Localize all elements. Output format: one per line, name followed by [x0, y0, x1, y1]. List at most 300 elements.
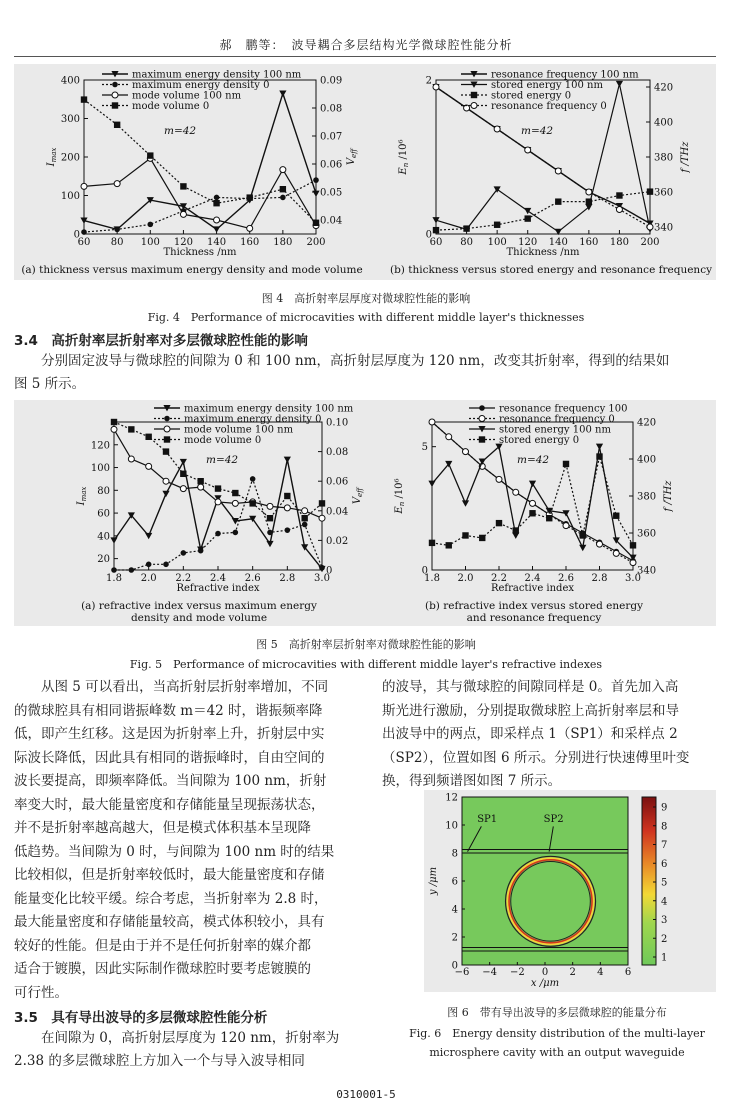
fig5a-series-4-point — [249, 500, 255, 506]
fig6-colorbar-tick-label: 3 — [661, 915, 668, 926]
fig5b-ylabel-left: $E_n$ /10⁶ — [394, 478, 406, 514]
fig5a-series-1-point — [110, 537, 117, 543]
fig5a-series-2-point — [129, 567, 135, 573]
fig4b-xtick-label: 180 — [609, 237, 629, 248]
fig5a-series-1-point — [284, 457, 291, 463]
fig4a-series-4-point — [313, 220, 319, 226]
fig5a-series-2-point — [250, 476, 256, 482]
fig4a-ytick-left-label: 200 — [60, 152, 80, 164]
figure-5-caption-cn: 图 5 高折射率层折射率对微球腔性能的影响 — [256, 638, 476, 651]
left-column-line-2: 的微球腔具有相同谐振峰数 m＝42 时，谐振频率降 — [14, 702, 323, 719]
fig5b-ytick-right-label: 380 — [637, 491, 657, 503]
section-3-5-heading: 3.5 具有导出波导的多层微球腔性能分析 — [14, 1010, 268, 1026]
fig6-xlabel: x /μm — [530, 978, 560, 989]
fig4a-xtick-label: 140 — [207, 237, 227, 248]
fig4a-series-2-point — [147, 222, 153, 228]
fig4b-ylabel-right: f /THz — [680, 141, 691, 173]
left-column-line-11: 最大能量密度和存储能量较高，模式体积较小，具有 — [14, 914, 325, 930]
fig5a-series-3-point — [284, 505, 290, 511]
fig4a-ytick-left-label: 300 — [60, 114, 80, 125]
fig5b-xtick-label: 2.0 — [457, 573, 474, 584]
fig4a-series-2-point — [214, 195, 220, 201]
fig5b-series-4-point — [462, 532, 468, 538]
fig5b-xtick-label: 2.8 — [591, 573, 608, 584]
fig4a-series-2-point — [81, 229, 87, 235]
fig5a-series-4-point — [163, 448, 169, 454]
fig4b-legend-marker-3 — [471, 92, 477, 98]
fig4a-series-4-point — [280, 186, 286, 192]
fig6-colorbar-tick-label: 1 — [661, 952, 668, 964]
fig4b-legend-marker-4 — [471, 103, 477, 109]
figure-6-energy-map — [424, 790, 716, 992]
fig4a-ytick-left-label: 100 — [60, 191, 80, 202]
fig5b-series-3-point — [579, 545, 586, 551]
fig6-colorbar-tick-label: 5 — [661, 877, 668, 889]
fig4a-ytick-right-label: 0.08 — [320, 103, 343, 115]
left-column-line-4: 际波长降低，因此具有相同的谐振峰时，自由空间的 — [14, 749, 325, 766]
figure-4-caption-cn: 图 4 高折射率层厚度对微球腔性能的影响 — [261, 292, 471, 305]
fig5a-series-4-point — [284, 493, 290, 499]
fig4a-series-4-point — [81, 96, 87, 102]
fig5a-series-4-point — [301, 515, 307, 521]
fig5a-ytick-left-label: 20 — [97, 554, 110, 566]
fig5b-series-4-point — [446, 542, 452, 548]
fig5a-legend-label-4: mode volume 0 — [184, 435, 262, 446]
fig5b-series-2-point — [429, 419, 435, 425]
fig5a-legend-marker-3 — [164, 426, 170, 432]
fig5a-series-3-point — [180, 486, 186, 492]
fig5b-legend-label-3: stored energy 100 nm — [499, 424, 611, 436]
fig4b-xtick-label: 200 — [640, 237, 660, 248]
left-column-line-13: 适合于镀膜，因此实际制作微球腔时要考虑镀膜的 — [14, 961, 311, 977]
fig4b-series-4-point — [525, 147, 531, 153]
left-column-line-3: 低，即产生红移。这是因为折射率上升，折射层中实 — [14, 726, 325, 742]
fig5a-xtick-label: 3.0 — [314, 573, 330, 584]
fig4a-series-2-point — [280, 195, 286, 201]
fig5b-xtick-label: 2.4 — [524, 573, 541, 584]
fig4b-xlabel: Thickness /nm — [506, 247, 580, 258]
fig6-xtick-label: 2 — [569, 967, 576, 978]
figure-5 — [14, 400, 716, 626]
figure-6 — [424, 790, 716, 992]
fig4b-ytick-left-label: 2 — [425, 75, 432, 87]
fig4b-ytick-left-label: 0 — [425, 229, 432, 241]
fig4b-xtick-label: 60 — [429, 237, 443, 248]
fig5b-xtick-label: 2.2 — [491, 573, 507, 584]
figure-5b-chart — [369, 400, 716, 626]
fig4b-ytick-right-label: 360 — [654, 187, 674, 199]
fig4a-ytick-left-label: 0 — [73, 229, 80, 241]
fig4a-xtick-label: 200 — [306, 237, 326, 248]
fig5a-series-3-point — [128, 456, 134, 462]
fig5a-series-4-point — [145, 434, 151, 440]
fig4a-xlabel: Thickness /nm — [163, 247, 237, 258]
fig5a-xtick-label: 1.8 — [106, 573, 122, 584]
left-column-line-7: 并不是折射率越高越大，但是模式体积基本呈现降 — [14, 820, 311, 836]
fig4a-series-4-point — [180, 183, 186, 189]
fig5b-legend-label-1: resonance frequency 100 — [499, 403, 628, 415]
fig4b-series-3-point — [616, 192, 622, 198]
fig5a-ytick-right-label: 0 — [326, 565, 333, 577]
fig4a-legend-label-1: maximum energy density 100 nm — [132, 69, 302, 81]
fig5a-series-3-point — [146, 463, 152, 469]
page-number: 0310001-5 — [336, 1088, 396, 1101]
fig5b-ytick-left-label: 0 — [421, 565, 428, 577]
fig5a-m-label: m=42 — [206, 454, 239, 466]
fig4b-series-4-point — [586, 189, 592, 195]
fig4a-series-3-point — [214, 217, 220, 223]
fig4b-xtick-label: 100 — [487, 237, 507, 248]
fig4a-series-1-point — [213, 226, 220, 232]
fig5a-series-2-point — [267, 530, 273, 536]
fig6-ytick-label: 6 — [451, 876, 458, 888]
fig5b-legend-label-2: resonance frequency 0 — [499, 414, 615, 425]
fig5b-series-2-point — [530, 500, 536, 506]
fig4a-ytick-right-label: 0.07 — [320, 131, 343, 143]
left-column-line-8: 低趋势。当间隙为 0 时，与间隙为 100 nm 时的结果 — [14, 843, 335, 860]
fig5a-series-3-point — [267, 503, 273, 509]
figure-4a-caption: (a) thickness versus maximum energy density and mode volume — [21, 264, 363, 276]
fig4b-series-3-point — [586, 198, 592, 204]
fig5a-ytick-left-label: 100 — [90, 463, 110, 475]
fig5b-series-4-point — [563, 461, 569, 467]
fig6-xtick-label: −2 — [509, 967, 525, 978]
fig5b-series-2-point — [496, 476, 502, 482]
fig4b-series-3-point — [555, 198, 561, 204]
fig6-ytick-label: 4 — [451, 904, 458, 916]
fig5a-series-2-point — [111, 567, 117, 573]
fig5b-legend-marker-1 — [479, 405, 485, 411]
fig5a-ytick-left-label: 80 — [97, 485, 110, 497]
fig6-colorbar-tick-label: 7 — [661, 840, 668, 851]
fig5a-series-4-point — [215, 485, 221, 491]
fig5b-series-4-point — [613, 513, 619, 519]
figure-4b-caption: (b) thickness versus stored energy and resonance frequency — [389, 264, 713, 276]
fig4b-xtick-label: 140 — [548, 237, 568, 248]
figure-6-caption-en-line-1: Fig. 6 Energy density distribution of the multi-layer — [409, 1027, 705, 1040]
fig4a-series-3-point — [81, 183, 87, 189]
fig5a-series-2-point — [198, 548, 204, 554]
fig4a-series-1-point — [279, 90, 286, 96]
fig5a-series-2-point — [163, 562, 169, 568]
fig5a-ytick-right-label: 0.08 — [326, 447, 349, 459]
fig5b-series-4-point — [496, 520, 502, 526]
figure-5a-caption-line-2: density and mode volume — [130, 612, 268, 624]
right-column-text — [382, 676, 718, 794]
fig4b-series-4-point — [433, 84, 439, 90]
figure-5b-caption-line-2: and resonance frequency — [466, 612, 602, 624]
fig4a-legend-label-4: mode volume 0 — [132, 101, 210, 112]
fig5a-series-1-line — [114, 460, 322, 569]
fig6-xtick-label: 4 — [597, 967, 604, 978]
fig5a-series-3-point — [111, 426, 117, 432]
fig5a-ytick-left-label: 40 — [97, 531, 110, 543]
fig5b-ylabel-right: f /THz — [663, 480, 674, 512]
section-3-4-line-2: 图 5 所示。 — [14, 376, 86, 392]
fig4a-series-3-point — [247, 225, 253, 231]
fig4a-series-4-point — [114, 122, 120, 128]
fig4b-series-4-point — [555, 168, 561, 174]
fig5b-series-3-point — [529, 481, 536, 487]
fig4b-legend-label-2: stored energy 100 nm — [491, 80, 603, 91]
left-column-line-5: 波长要提高，即频率降低。当间隙为 100 nm，折射 — [14, 773, 327, 789]
fig5b-xtick-label: 1.8 — [424, 573, 440, 584]
fig4b-series-2-point — [524, 208, 531, 214]
right-column-line-4: （SP2），位置如图 6 所示。分别进行快速傅里叶变 — [382, 749, 690, 766]
fig5a-ytick-right-label: 0.06 — [326, 476, 349, 488]
fig5b-series-3-point — [596, 444, 603, 450]
fig5b-series-4-point — [479, 535, 485, 541]
fig6-ytick-label: 12 — [445, 792, 458, 804]
fig5b-series-2-point — [597, 541, 603, 547]
fig4b-series-2-point — [616, 81, 623, 87]
section-3-4-heading: 3.4 高折射率层折射率对多层微球腔性能的影响 — [14, 333, 308, 349]
fig5a-ytick-left-label: 60 — [97, 508, 110, 520]
fig5a-ytick-right-label: 0.02 — [326, 535, 349, 547]
fig4b-series-3-point — [494, 222, 500, 228]
fig5a-series-4-point — [232, 490, 238, 496]
fig5a-series-3-point — [319, 515, 325, 521]
right-column-line-2: 斯光进行激励，分别提取微球腔上高折射率层和导 — [382, 702, 679, 719]
section-3-4-line-1: 分别固定波导与微球腔的间隙为 0 和 100 nm，高折射层厚度为 120 nm，改变其折射率，得到的结果如 — [41, 353, 670, 369]
fig5a-series-4-point — [319, 500, 325, 506]
fig4a-ylabel-left: $I_{max}$ — [46, 147, 58, 167]
fig4a-xtick-label: 80 — [110, 237, 124, 248]
fig5a-series-2-point — [181, 550, 187, 556]
left-column-line-14: 可行性。 — [14, 984, 68, 1001]
fig5a-series-2-point — [233, 530, 239, 536]
fig5b-series-2-point — [613, 550, 619, 556]
fig4b-series-3-point — [647, 188, 653, 194]
fig4b-xtick-label: 80 — [460, 237, 473, 248]
running-head: 郝 鹏等： 波导耦合多层结构光学微球腔性能分析 — [219, 38, 513, 52]
fig4a-series-3-point — [180, 211, 186, 217]
fig5a-series-2-point — [302, 522, 308, 528]
fig5a-ytick-left-label: 120 — [90, 440, 110, 452]
fig4a-series-2-point — [114, 227, 120, 233]
fig4a-series-2-point — [313, 177, 319, 183]
fig4b-series-4-point — [616, 207, 622, 213]
fig6-ytick-label: 0 — [451, 960, 458, 972]
figure-5-caption-en: Fig. 5 Performance of microcavities with different middle layer's refractive indexes — [129, 658, 603, 671]
right-column-line-5: 换，得到频谱图如图 7 所示。 — [382, 773, 562, 789]
fig4b-xtick-label: 120 — [518, 237, 538, 248]
fig5b-xlabel: Refractive index — [490, 583, 575, 594]
fig4a-legend-label-3: mode volume 100 nm — [132, 90, 242, 102]
fig5b-series-4-point — [630, 542, 636, 548]
fig4b-legend-label-1: resonance frequency 100 nm — [491, 69, 639, 81]
figure-4-caption-en: Fig. 4 Performance of microcavities with different middle layer's thicknesses — [147, 311, 585, 324]
section-3-5-line-1: 在间隙为 0，高折射层厚度为 120 nm，折射率为 — [41, 1030, 340, 1046]
fig5a-legend-label-1: maximum energy density 100 nm — [184, 403, 354, 415]
fig4a-legend-marker-3 — [112, 92, 118, 98]
fig4a-series-3-point — [114, 181, 120, 187]
fig5a-ylabel-left: $I_{max}$ — [76, 486, 88, 506]
fig5b-series-4-point — [529, 510, 535, 516]
fig6-ytick-label: 10 — [445, 820, 458, 832]
fig4a-series-4-point — [147, 152, 153, 158]
figure-4a-chart — [14, 64, 369, 280]
fig5a-series-1-point — [266, 541, 273, 547]
fig5a-series-4-point — [197, 478, 203, 484]
fig5a-series-2-point — [146, 562, 152, 568]
fig5b-ytick-right-label: 400 — [637, 454, 657, 466]
fig4a-xtick-label: 60 — [77, 237, 91, 248]
fig5b-series-2-point — [513, 489, 519, 495]
figure-4b-chart — [369, 64, 716, 280]
fig4b-ytick-right-label: 340 — [654, 222, 674, 234]
fig4a-legend-marker-2 — [112, 82, 118, 88]
fig5b-series-4-point — [580, 532, 586, 538]
fig5a-legend-label-3: mode volume 100 nm — [184, 424, 294, 436]
fig5b-series-4-point — [596, 453, 602, 459]
fig5b-series-2-point — [463, 449, 469, 455]
fig5a-ytick-right-label: 0.04 — [326, 506, 349, 518]
fig4b-ytick-right-label: 420 — [654, 82, 674, 94]
fig5a-series-3-point — [302, 508, 308, 514]
fig5a-xtick-label: 2.8 — [279, 573, 296, 584]
fig4b-legend-label-4: resonance frequency 0 — [491, 101, 607, 112]
fig5b-series-3-point — [462, 500, 469, 506]
left-column-text — [14, 676, 354, 1005]
figure-6-caption-cn: 图 6 带有导出波导的多层微球腔的能量分布 — [447, 1006, 667, 1019]
fig5b-xtick-label: 3.0 — [625, 573, 641, 584]
header-rule — [14, 56, 716, 57]
fig6-sp1-label: SP1 — [477, 814, 498, 826]
fig5a-ylabel-right: $V_{eff}$ — [352, 487, 364, 505]
fig5a-series-3-point — [232, 500, 238, 506]
fig5a-series-4-point — [111, 419, 117, 425]
fig5a-series-2-point — [285, 527, 291, 533]
fig6-xtick-label: 6 — [624, 967, 632, 978]
fig6-colorbar-tick-label: 2 — [661, 933, 668, 945]
fig5a-series-3-point — [215, 499, 221, 505]
fig4b-series-4-point — [647, 224, 653, 230]
fig4a-legend-marker-4 — [112, 102, 118, 108]
fig6-colorbar-tick-label: 6 — [661, 858, 668, 870]
fig4a-m-label: m=42 — [164, 125, 197, 137]
fig5b-series-4-point — [513, 527, 519, 533]
fig4a-xtick-label: 160 — [240, 237, 260, 248]
fig4b-series-3-point — [525, 215, 531, 221]
fig5b-series-2-point — [563, 523, 569, 529]
fig4b-legend-label-3: stored energy 0 — [491, 90, 572, 102]
fig5a-ytick-right-label: 0.10 — [326, 417, 349, 429]
fig6-colorbar-tick-label: 9 — [661, 802, 668, 814]
fig6-ytick-label: 2 — [451, 932, 458, 944]
fig5a-series-2-point — [215, 531, 221, 537]
fig4b-ytick-right-label: 400 — [654, 117, 674, 129]
fig4a-ytick-right-label: 0.04 — [320, 215, 343, 227]
fig4a-series-4-point — [213, 200, 219, 206]
fig6-colorbar-tick-label: 4 — [661, 896, 668, 908]
fig4a-series-4-point — [247, 194, 253, 200]
fig5b-ytick-left-label: 5 — [421, 442, 428, 454]
fig4a-xtick-label: 100 — [140, 237, 160, 248]
fig4a-ytick-right-label: 0.05 — [320, 187, 343, 199]
left-column-line-9: 比较相似，但是折射率较低时，最大能量密度和存储 — [14, 867, 325, 883]
fig4a-series-1-point — [312, 191, 319, 197]
right-column-line-1: 的波导，其与微球腔的间隙同样是 0。首先加入高 — [382, 679, 679, 695]
fig5a-series-2-line — [114, 479, 322, 570]
figure-6-caption-en-line-2: microsphere cavity with an output waveguide — [429, 1046, 685, 1059]
figure-5a-chart — [14, 400, 369, 626]
fig5b-series-4-point — [546, 515, 552, 521]
fig5a-series-4-point — [128, 426, 134, 432]
figure-5b-caption-line-1: (b) refractive index versus stored energy — [424, 600, 644, 612]
fig6-xtick-label: −4 — [482, 967, 498, 978]
fig6-xtick-label: 0 — [541, 967, 549, 978]
fig5a-series-1-point — [162, 491, 169, 497]
fig5b-m-label: m=42 — [517, 454, 550, 466]
fig5a-series-2-point — [319, 565, 325, 571]
fig5a-series-1-point — [180, 459, 187, 465]
fig4b-ylabel-left: $E_n$ /10⁶ — [398, 139, 410, 175]
fig5a-series-4-point — [180, 471, 186, 477]
fig5a-legend-label-2: maximum energy density 0 — [184, 414, 322, 425]
fig6-ytick-label: 8 — [451, 848, 458, 860]
fig5a-xtick-label: 2.2 — [175, 573, 192, 584]
fig4a-series-1-line — [84, 90, 316, 229]
fig4a-series-3-point — [280, 167, 286, 173]
fig5a-xlabel: Refractive index — [176, 583, 260, 594]
fig5a-xtick-label: 2.0 — [140, 573, 157, 584]
fig5a-series-3-point — [163, 478, 169, 484]
fig5b-series-3-point — [428, 481, 435, 487]
fig4a-legend-label-2: maximum energy density 0 — [132, 80, 270, 91]
fig5b-xtick-label: 2.6 — [558, 573, 574, 584]
fig5b-series-4-point — [429, 540, 435, 546]
fig4b-series-3-point — [463, 225, 469, 231]
fig5a-xtick-label: 2.4 — [210, 573, 226, 584]
fig4a-xtick-label: 180 — [273, 237, 293, 248]
figure-4 — [14, 64, 716, 280]
fig4b-xtick-label: 160 — [579, 237, 599, 248]
fig4b-series-4-point — [494, 126, 500, 132]
fig5a-series-1-point — [145, 533, 152, 539]
fig4a-ytick-left-label: 400 — [60, 75, 80, 87]
fig5a-series-3-point — [198, 484, 204, 490]
fig5a-legend-marker-4 — [164, 436, 170, 442]
fig4a-ytick-right-label: 0.09 — [320, 75, 343, 87]
fig4a-xtick-label: 120 — [173, 237, 193, 248]
fig4a-ylabel-right: $V_{eff}$ — [346, 148, 358, 166]
fig6-colorbar-tick-label: 8 — [661, 821, 668, 833]
fig5b-series-2-point — [446, 434, 452, 440]
right-column-line-3: 出波导中的两点，即采样点 1（SP1）和采样点 2 — [382, 726, 678, 742]
fig6-sp2-label: SP2 — [543, 814, 564, 826]
fig4b-m-label: m=42 — [521, 125, 554, 137]
fig5b-ytick-right-label: 360 — [637, 528, 657, 540]
fig5b-legend-marker-4 — [479, 436, 485, 442]
fig5a-xtick-label: 2.6 — [244, 573, 261, 584]
fig5b-legend-marker-2 — [479, 416, 485, 422]
fig5b-legend-label-4: stored energy 0 — [499, 435, 580, 446]
fig5b-ytick-right-label: 420 — [637, 417, 657, 429]
fig5a-series-4-point — [267, 515, 273, 521]
left-column-line-1: 从图 5 可以看出，当高折射层折射率增加，不同 — [41, 679, 329, 695]
figure-5a-caption-line-1: (a) refractive index versus maximum energy — [81, 600, 317, 612]
fig4b-ytick-right-label: 380 — [654, 152, 674, 164]
left-column-line-6: 率变大时，最大能量密度和存储能量呈现振荡状态， — [14, 796, 325, 813]
left-column-line-10: 能量变化比较平缓。综合考虑，当折射率为 2.8 时， — [14, 890, 328, 907]
fig4b-series-3-point — [433, 227, 439, 233]
fig6-ylabel: y /μm — [428, 866, 439, 896]
fig4a-ytick-right-label: 0.06 — [320, 159, 343, 171]
fig5a-legend-marker-2 — [164, 416, 170, 422]
fig6-xtick-label: −6 — [454, 967, 470, 978]
fig5b-ytick-right-label: 340 — [637, 565, 657, 577]
